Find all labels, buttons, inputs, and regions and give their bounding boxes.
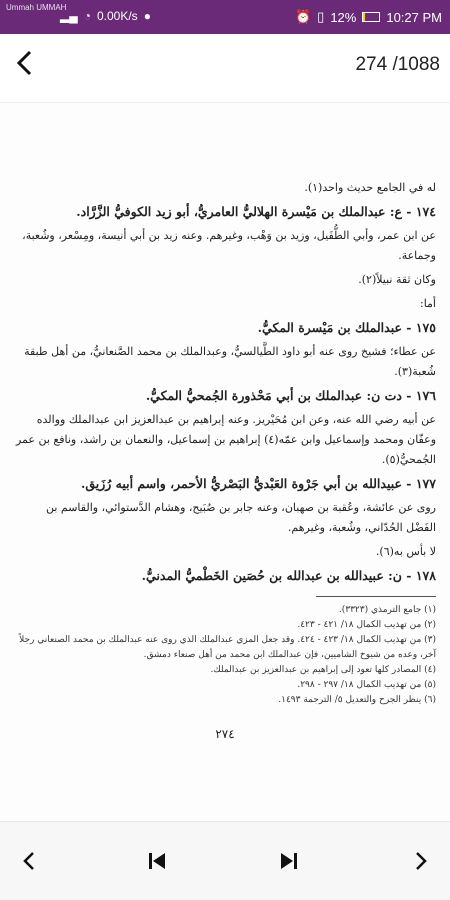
footnote: (٣) من تهذيب الكمال ١٨/ ٤٢٣ - ٤٢٤. وقد جعل المزي عبدالملك الذي روى عنه عبدالملك بن محمد الصنعاني رجلاً آخر، وعده من شيوخ الشاميين، فإن عبدالملك ابن محمد من أهل صنعاء دمشق. <box>19 635 436 660</box>
network-speed: 0.00K/s <box>96 9 138 23</box>
entry-heading: ١٧٥ - عبدالملك بن مَيْسرة المكيُّ. <box>257 320 436 335</box>
last-page-button[interactable] <box>272 846 306 876</box>
entry-paragraph: وكان ثقة نبيلاً(٢). <box>358 273 436 286</box>
battery-icon <box>362 12 380 22</box>
entry-paragraph: عن عطاء؛ فشيخ روى عنه أبو داود الطَّيالسيُّ، وعبدالملك بن محمد الصَّنعانيُّ، من أهل طبقة شُعبة(٣). <box>24 345 436 378</box>
entry-paragraph: عن ابن عمر، وأبي الطُّفَيل، وزيد بن وَهْب، وغيرهم. وعنه زيد بن أبي أنيسة، ومِسْعر، وشُعبة، وجماعة. <box>22 229 436 262</box>
footnote: (٤) المصادر كلها تعود إلى إبراهيم بن عبدالعزيز بن عبدالملك. <box>210 665 436 675</box>
skip-to-start-icon <box>147 851 167 871</box>
battery-percent: 12% <box>330 9 357 25</box>
book-page[interactable] <box>0 103 450 825</box>
chevron-left-icon <box>22 851 36 871</box>
entry-paragraph: روى عن عائشة، وعُقبة بن صهبان، وعنه جابر بن صُبَيح، وهشام الدَّستوائي، والقاسم بن الفَضْل الحُدّاني، وشُعبة، وغيرهم. <box>45 501 436 534</box>
signal-icon: ▂▄ <box>60 9 78 23</box>
entry-paragraph: عن أبيه رضي الله عنه، وعن ابن مُحَيْريز. وعنه إبراهيم بن عبدالعزيز ابن عبدالملك ووالده وعفّان ومحمد وإسماعيل وابن عمّه(٤) إبراهيم بن إسماعيل، والنعمان بن راشد، ونافع بن عمر الجُمحيُّ(٥). <box>15 413 436 466</box>
alarm-icon: ⏰ <box>294 9 312 24</box>
clock: 10:27 PM <box>386 9 442 25</box>
wifi-icon: ◔ <box>83 9 91 23</box>
entry-paragraph: أما: <box>419 297 436 310</box>
chevron-right-icon <box>414 851 428 871</box>
entry-heading: ١٧٨ - ن: عبيدالله بن عبدالله بن حُصَين الخَطْميُّ المدنيُّ. <box>141 568 436 583</box>
skip-to-end-icon <box>279 851 299 871</box>
footnote-divider <box>316 596 436 597</box>
page-indicator: 274 /1088 <box>355 54 440 75</box>
chevron-left-icon <box>14 48 36 78</box>
page-number-footer: ٢٧٤ <box>215 727 235 741</box>
entry-heading: ١٧٤ - ع: عبدالملك بن مَيْسرة الهلاليُّ العامريُّ، أبو زيد الكوفيُّ الزَّرَّاد. <box>76 204 436 219</box>
carrier-label: Ummah UMMAH <box>6 3 67 12</box>
app-bar <box>0 34 450 103</box>
vibrate-icon: ▯ <box>317 9 325 24</box>
status-bar <box>0 0 450 34</box>
bottom-navigation <box>0 821 450 900</box>
footnote: (٦) ينظر الجرح والتعديل ٥/ الترجمة ١٤٩٣. <box>278 695 436 705</box>
next-page-button[interactable] <box>404 846 438 876</box>
previous-page-button[interactable] <box>12 846 46 876</box>
footnote: (٥) من تهذيب الكمال ١٨/ ٢٩٧ - ٢٩٨. <box>297 680 436 690</box>
entry-paragraph: له في الجامع حديث واحد(١). <box>304 181 436 194</box>
back-button[interactable] <box>14 48 44 84</box>
footnote: (١) جامع الترمذي (٣٣٢٣). <box>338 605 436 615</box>
page-text <box>14 178 436 744</box>
footnote: (٢) من تهذيب الكمال ١٨/ ٤٢١ - ٤٢٣. <box>297 620 436 630</box>
entry-heading: ١٧٦ - دت ن: عبدالملك بن أبي مَحْذورة الجُمحيُّ المكيُّ. <box>145 388 436 403</box>
entry-paragraph: لا بأس به(٦). <box>375 545 436 558</box>
entry-heading: ١٧٧ - عبيدالله بن أبي جَرْوة العَبْديُّ البَصْريُّ الأحمر، واسم أبيه رُزَيق. <box>80 476 436 491</box>
messenger-icon: ● <box>143 9 151 23</box>
first-page-button[interactable] <box>140 846 174 876</box>
